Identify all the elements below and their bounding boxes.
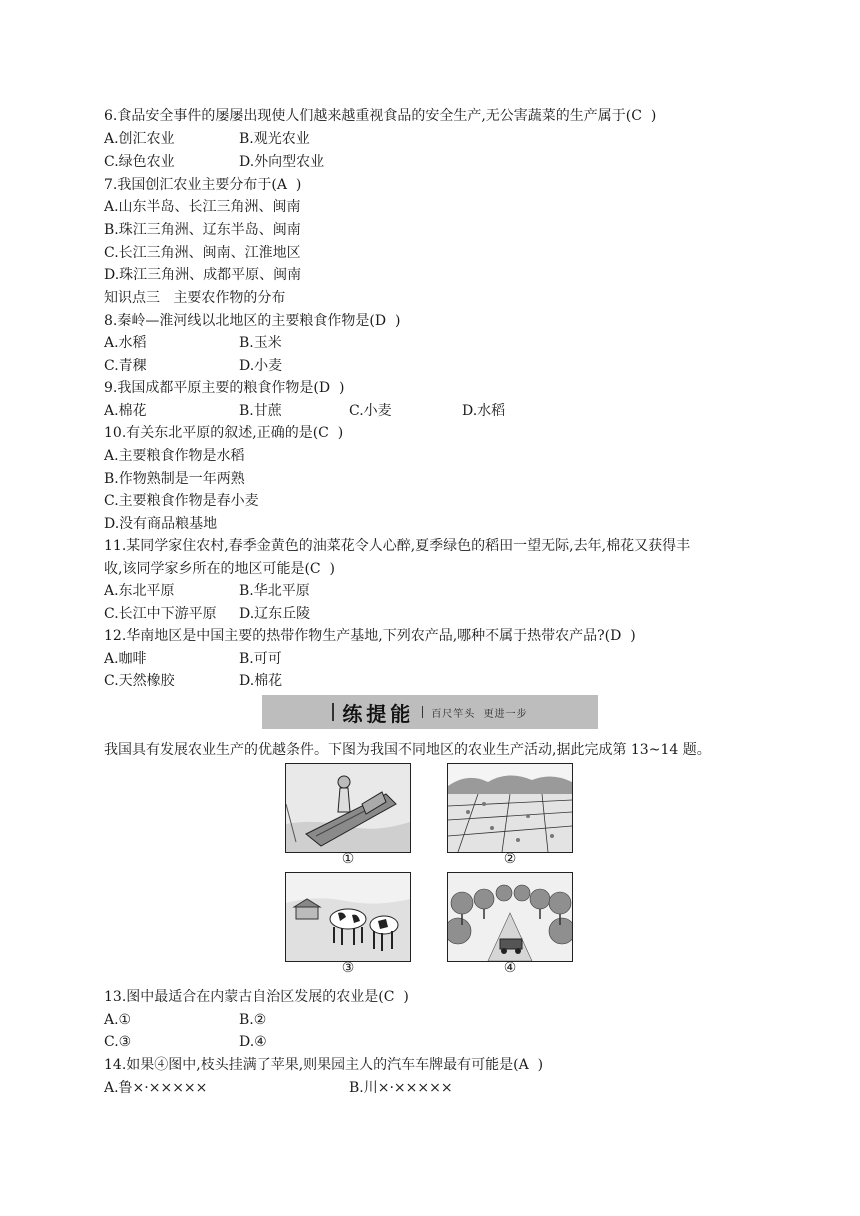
figure-2-label: ② — [503, 851, 517, 867]
banner-divider-left — [332, 703, 334, 721]
question-8-option-c: C.青稞 — [104, 358, 147, 374]
figure-1-label: ① — [341, 851, 355, 867]
question-10-option-d: D.没有商品粮基地 — [104, 516, 218, 532]
question-9-option-a: A.棉花 — [104, 403, 147, 419]
question-7-option-b: B.珠江三角洲、辽东半岛、闽南 — [104, 222, 301, 238]
question-8-stem: 8.秦岭—淮河线以北地区的主要粮食作物是(D ) — [104, 313, 401, 329]
question-11-option-b: B.华北平原 — [239, 583, 310, 599]
question-10-option-c: C.主要粮食作物是春小麦 — [104, 493, 259, 509]
banner-title: 练提能 — [342, 701, 415, 726]
question-6-option-a: A.创汇农业 — [104, 131, 175, 147]
section-heading: 知识点三 主要农作物的分布 — [104, 290, 286, 306]
question-11-option-c: C.长江中下游平原 — [104, 606, 217, 622]
question-8-option-a: A.水稻 — [104, 335, 147, 351]
section-banner — [262, 695, 598, 729]
banner-subtitle: 百尺竿头 更进一步 — [431, 708, 528, 720]
question-7-option-c: C.长江三角洲、闽南、江淮地区 — [104, 245, 301, 261]
question-9-option-b: B.甘蔗 — [239, 403, 282, 419]
question-10-option-a: A.主要粮食作物是水稻 — [104, 448, 245, 464]
question-6-option-b: B.观光农业 — [239, 131, 310, 147]
question-11-stem-line-2: 收,该同学家乡所在的地区可能是(C ) — [104, 561, 335, 577]
figure-4-orchard-illustration — [447, 872, 573, 962]
question-12-option-c: C.天然橡胶 — [104, 673, 175, 689]
question-11-option-d: D.辽东丘陵 — [239, 606, 311, 622]
question-6-stem: 6.食品安全事件的屡屡出现使人们越来越重视食品的安全生产,无公害蔬菜的生产属于(C ) — [104, 108, 657, 124]
question-9-option-d: D.水稻 — [462, 403, 506, 419]
figure-3-cattle-grazing-illustration — [285, 872, 411, 962]
question-7-option-d: D.珠江三角洲、成都平原、闽南 — [104, 267, 302, 283]
question-10-option-b: B.作物熟制是一年两熟 — [104, 471, 245, 487]
question-14-stem: 14.如果④图中,枝头挂满了苹果,则果园主人的汽车车牌最有可能是(A ) — [104, 1057, 544, 1073]
question-9-option-c: C.小麦 — [349, 403, 392, 419]
question-7-option-a: A.山东半岛、长江三角洲、闽南 — [104, 199, 301, 215]
question-12-option-d: D.棉花 — [239, 673, 283, 689]
question-13-option-b: B.② — [239, 1012, 267, 1028]
question-13-option-c: C.③ — [104, 1034, 132, 1050]
question-12-stem: 12.华南地区是中国主要的热带作物生产基地,下列农产品,哪种不属于热带农产品?(D ) — [104, 628, 636, 644]
banner-divider-right — [422, 706, 423, 718]
question-10-stem: 10.有关东北平原的叙述,正确的是(C ) — [104, 425, 344, 441]
question-12-option-b: B.可可 — [239, 651, 282, 667]
question-11-stem-line-1: 11.某同学家住农村,春季金黄色的油菜花令人心醉,夏季绿色的稻田一望无际,去年,棉花又获得丰 — [104, 538, 691, 554]
question-8-option-b: B.玉米 — [239, 335, 282, 351]
question-13-stem: 13.图中最适合在内蒙古自治区发展的农业是(C ) — [104, 989, 409, 1005]
question-12-option-a: A.咖啡 — [104, 651, 147, 667]
question-11-option-a: A.东北平原 — [104, 583, 175, 599]
question-6-option-d: D.外向型农业 — [239, 154, 325, 170]
figure-4-label: ④ — [503, 960, 517, 976]
figure-3-label: ③ — [341, 960, 355, 976]
question-7-stem: 7.我国创汇农业主要分布于(A ) — [104, 177, 302, 193]
question-14-option-b: B.川×·××××× — [349, 1080, 453, 1096]
question-13-option-a: A.① — [104, 1012, 132, 1028]
question-9-stem: 9.我国成都平原主要的粮食作物是(D ) — [104, 380, 345, 396]
figure-1-fishing-boat-illustration — [285, 763, 411, 853]
question-13-option-d: D.④ — [239, 1034, 267, 1050]
figure-2-farmland-illustration — [447, 763, 573, 853]
question-6-option-c: C.绿色农业 — [104, 154, 175, 170]
question-8-option-d: D.小麦 — [239, 358, 283, 374]
question-14-option-a: A.鲁×·××××× — [104, 1080, 208, 1096]
figure-intro-text: 我国具有发展农业生产的优越条件。下图为我国不同地区的农业生产活动,据此完成第 13~14 题。 — [104, 742, 711, 758]
